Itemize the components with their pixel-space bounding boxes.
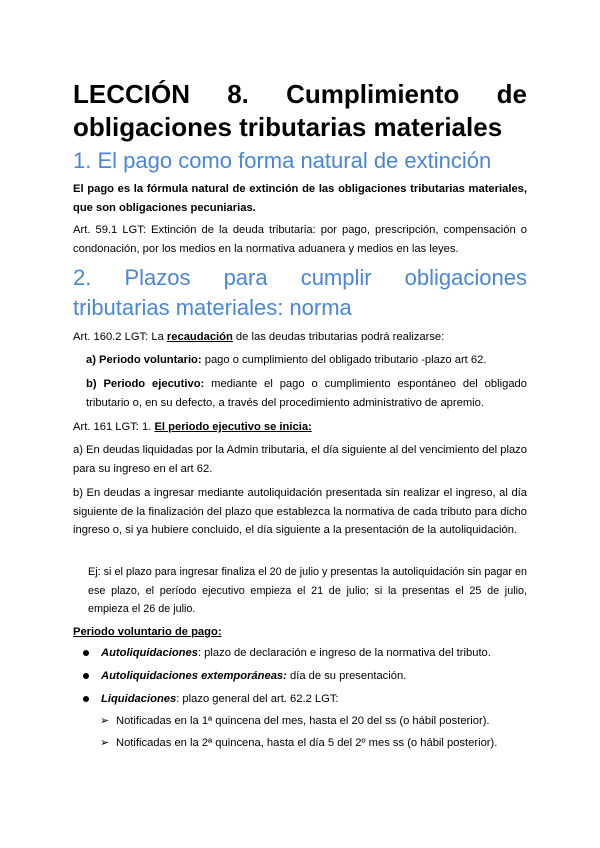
voluntary-period-text: pago o cumplimiento del obligado tributario -plazo art 62. — [201, 354, 487, 366]
lesson-title-line-1 — [73, 78, 527, 111]
arrow-bullet-icon: ➢ — [100, 715, 110, 727]
executive-period-text: mediante el pago o cumplimiento espontáneo del obligado tributario o, en su defecto, a través del procedimiento administrativo de apremio. — [86, 378, 527, 409]
heading-word: obligaciones — [404, 265, 527, 290]
title-word: Cumplimiento — [286, 79, 460, 109]
section-2-heading-line-2: tributarias materiales: norma — [73, 295, 352, 320]
heading-word: 2. — [73, 265, 92, 290]
article-160-suffix: de las deudas tributarias podrá realizarse: — [232, 331, 445, 343]
bullet-list-item — [73, 644, 527, 663]
voluntary-period-item — [86, 351, 527, 370]
bullet-list-item — [73, 690, 527, 709]
bullet-dot-icon — [83, 673, 89, 679]
lesson-title — [73, 78, 527, 144]
bullet-dot-icon — [83, 650, 89, 656]
section-2-heading — [73, 263, 527, 323]
lesson-title-line-2: obligaciones tributarias materiales — [73, 112, 503, 142]
title-word: LECCIÓN — [73, 79, 190, 109]
sub-bullet-item — [73, 734, 527, 753]
bullet-text: : plazo de declaración e ingreso de la normativa del tributo. — [197, 647, 491, 659]
heading-word: para — [223, 265, 268, 290]
bullet-text: día de su presentación. — [286, 670, 407, 682]
sub-bullet-text: Notificadas en la 1ª quincena del mes, hasta el 20 del ss (o hábil posterior). — [116, 715, 490, 727]
bullet-dot-icon — [83, 696, 89, 702]
article-161-prefix: Art. 161 LGT: 1. — [73, 421, 155, 433]
executive-period-label: b) Periodo ejecutivo: — [86, 378, 205, 390]
bullet-text: : plazo general del art. 62.2 LGT: — [176, 693, 339, 705]
article-161-b-paragraph: b) En deudas a ingresar mediante autoliquidación presentada sin realizar el ingreso, al día siguiente de la finalización del plazo que establezca la normativa de cada tributo para dicho ingreso o, si ya hubiere concluido, el día siguiente a la presentación de la autoliquidación. — [73, 487, 527, 536]
recaudacion-keyword: recaudación — [166, 331, 233, 343]
section-1-heading: 1. El pago como forma natural de extinción — [73, 148, 492, 173]
sub-bullet-text: Notificadas en la 2ª quincena, hasta el día 5 del 2º mes ss (o hábil posterior). — [116, 737, 498, 749]
title-word: 8. — [227, 79, 249, 109]
bullet-list-item — [73, 667, 527, 686]
section-2-heading-line-1 — [73, 263, 527, 293]
voluntary-period-label: a) Periodo voluntario: — [86, 354, 202, 366]
executive-period-item — [86, 375, 527, 412]
bullet-label: Autoliquidaciones extemporáneas: — [101, 670, 287, 682]
bullet-label: Autoliquidaciones — [101, 647, 198, 659]
article-161-paragraph — [73, 418, 527, 437]
sub-bullet-item — [73, 712, 527, 731]
article-160-prefix: Art. 160.2 LGT: La — [73, 331, 167, 343]
bullet-label: Liquidaciones — [101, 693, 177, 705]
section-1-bold-paragraph: El pago es la fórmula natural de extinción de las obligaciones tributarias materiales, que son obligaciones pecuniarias. — [73, 183, 527, 214]
voluntary-period-heading: Periodo voluntario de pago: — [73, 626, 222, 638]
arrow-bullet-icon: ➢ — [100, 737, 110, 749]
heading-word: cumplir — [300, 265, 372, 290]
article-161-a-paragraph: a) En deudas liquidadas por la Admin tributaria, el día siguiente al del vencimiento del plazo para su ingreso en el art 62. — [73, 444, 527, 475]
example-paragraph: Ej: si el plazo para ingresar finaliza el 20 de julio y presentas la autoliquidación sin pagar en ese plazo, el período ejecutivo empieza el 21 de julio; si la presentas el 25 de julio, empieza el 26 de julio. — [88, 566, 527, 615]
executive-start-keyword: El periodo ejecutivo se inicia: — [154, 421, 312, 433]
article-160-paragraph — [73, 328, 527, 347]
article-59-paragraph: Art. 59.1 LGT: Extinción de la deuda tributaria: por pago, prescripción, compensación o condonación, por los medios en la normativa aduanera y medios en las leyes. — [73, 224, 527, 255]
title-word: de — [496, 79, 527, 109]
heading-word: Plazos — [124, 265, 191, 290]
